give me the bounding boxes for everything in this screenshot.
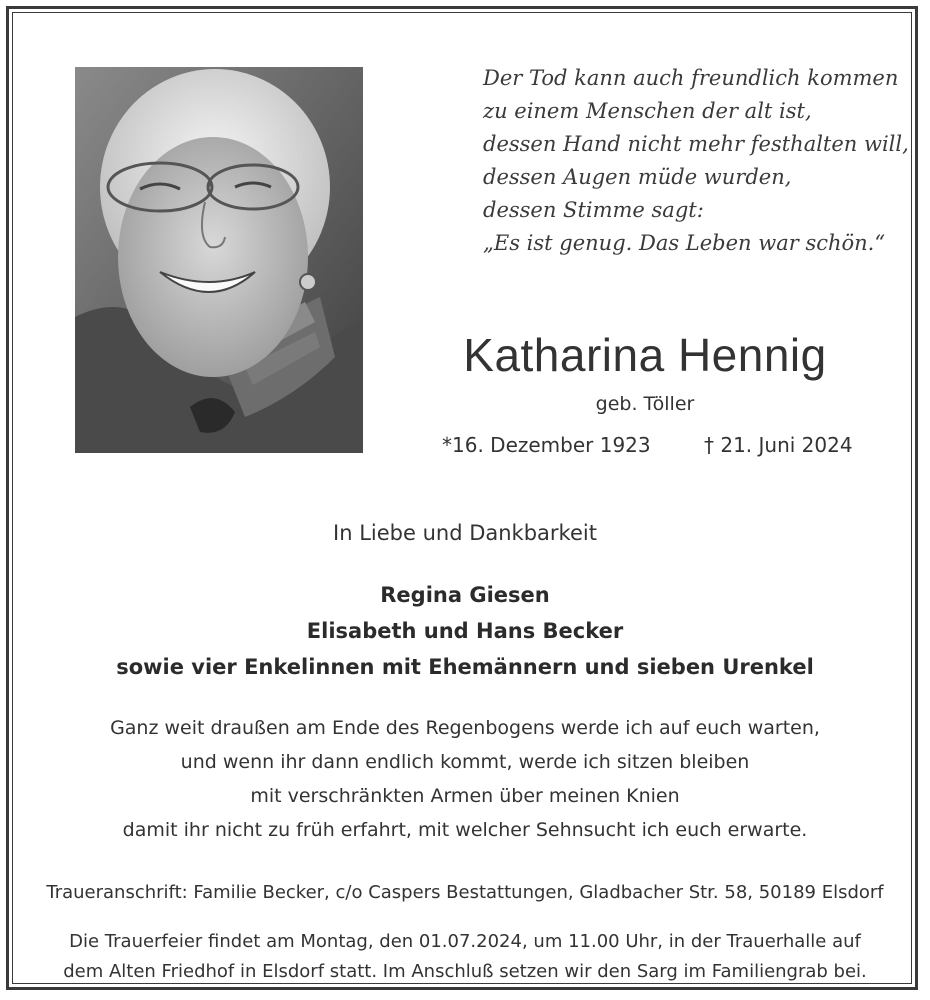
poem-line: „Es ist genug. Das Leben war schön.“ xyxy=(483,231,886,255)
poem-line: dessen Augen müde wurden, xyxy=(483,165,792,189)
ceremony-info xyxy=(0,927,930,987)
verse-line: mit verschränkten Armen über meinen Knien xyxy=(250,785,680,807)
poem-line: dessen Hand nicht mehr festhalten will, xyxy=(483,132,909,156)
deceased-name: Katharina Hennig xyxy=(463,329,827,381)
mourner: Elisabeth und Hans Becker xyxy=(306,619,624,643)
mourner: sowie vier Enkelinnen mit Ehemännern und sieben Urenkel xyxy=(116,655,814,679)
ceremony-line: dem Alten Friedhof in Elsdorf statt. Im Anschluß setzen wir den Sarg im Familiengrab bei. xyxy=(63,961,867,982)
birth-date: *16. Dezember 1923 xyxy=(442,433,651,457)
birth-name: geb. Töller xyxy=(595,393,695,415)
dedication: In Liebe und Dankbarkeit xyxy=(333,521,597,545)
mourner: Regina Giesen xyxy=(380,583,550,607)
poem-line: Der Tod kann auch freundlich kommen xyxy=(483,66,899,90)
verse-line: damit ihr nicht zu früh erfahrt, mit welcher Sehnsucht ich euch erwarte. xyxy=(122,819,808,841)
poem xyxy=(483,62,909,260)
poem-line: dessen Stimme sagt: xyxy=(483,198,704,222)
death-date: † 21. Juni 2024 xyxy=(704,433,853,457)
mourners-list xyxy=(0,577,930,685)
verse-line: Ganz weit draußen am Ende des Regenbogens werde ich auf euch warten, xyxy=(110,717,820,739)
verse xyxy=(0,711,930,847)
portrait-photo xyxy=(75,67,363,453)
poem-line: zu einem Menschen der alt ist, xyxy=(483,99,812,123)
ceremony-line: Die Trauerfeier findet am Montag, den 01.07.2024, um 11.00 Uhr, in der Trauerhalle auf xyxy=(69,931,861,952)
mourning-address: Traueranschrift: Familie Becker, c/o Caspers Bestattungen, Gladbacher Str. 58, 50189 Elsdorf xyxy=(46,882,884,903)
verse-line: und wenn ihr dann endlich kommt, werde ich sitzen bleiben xyxy=(180,751,750,773)
